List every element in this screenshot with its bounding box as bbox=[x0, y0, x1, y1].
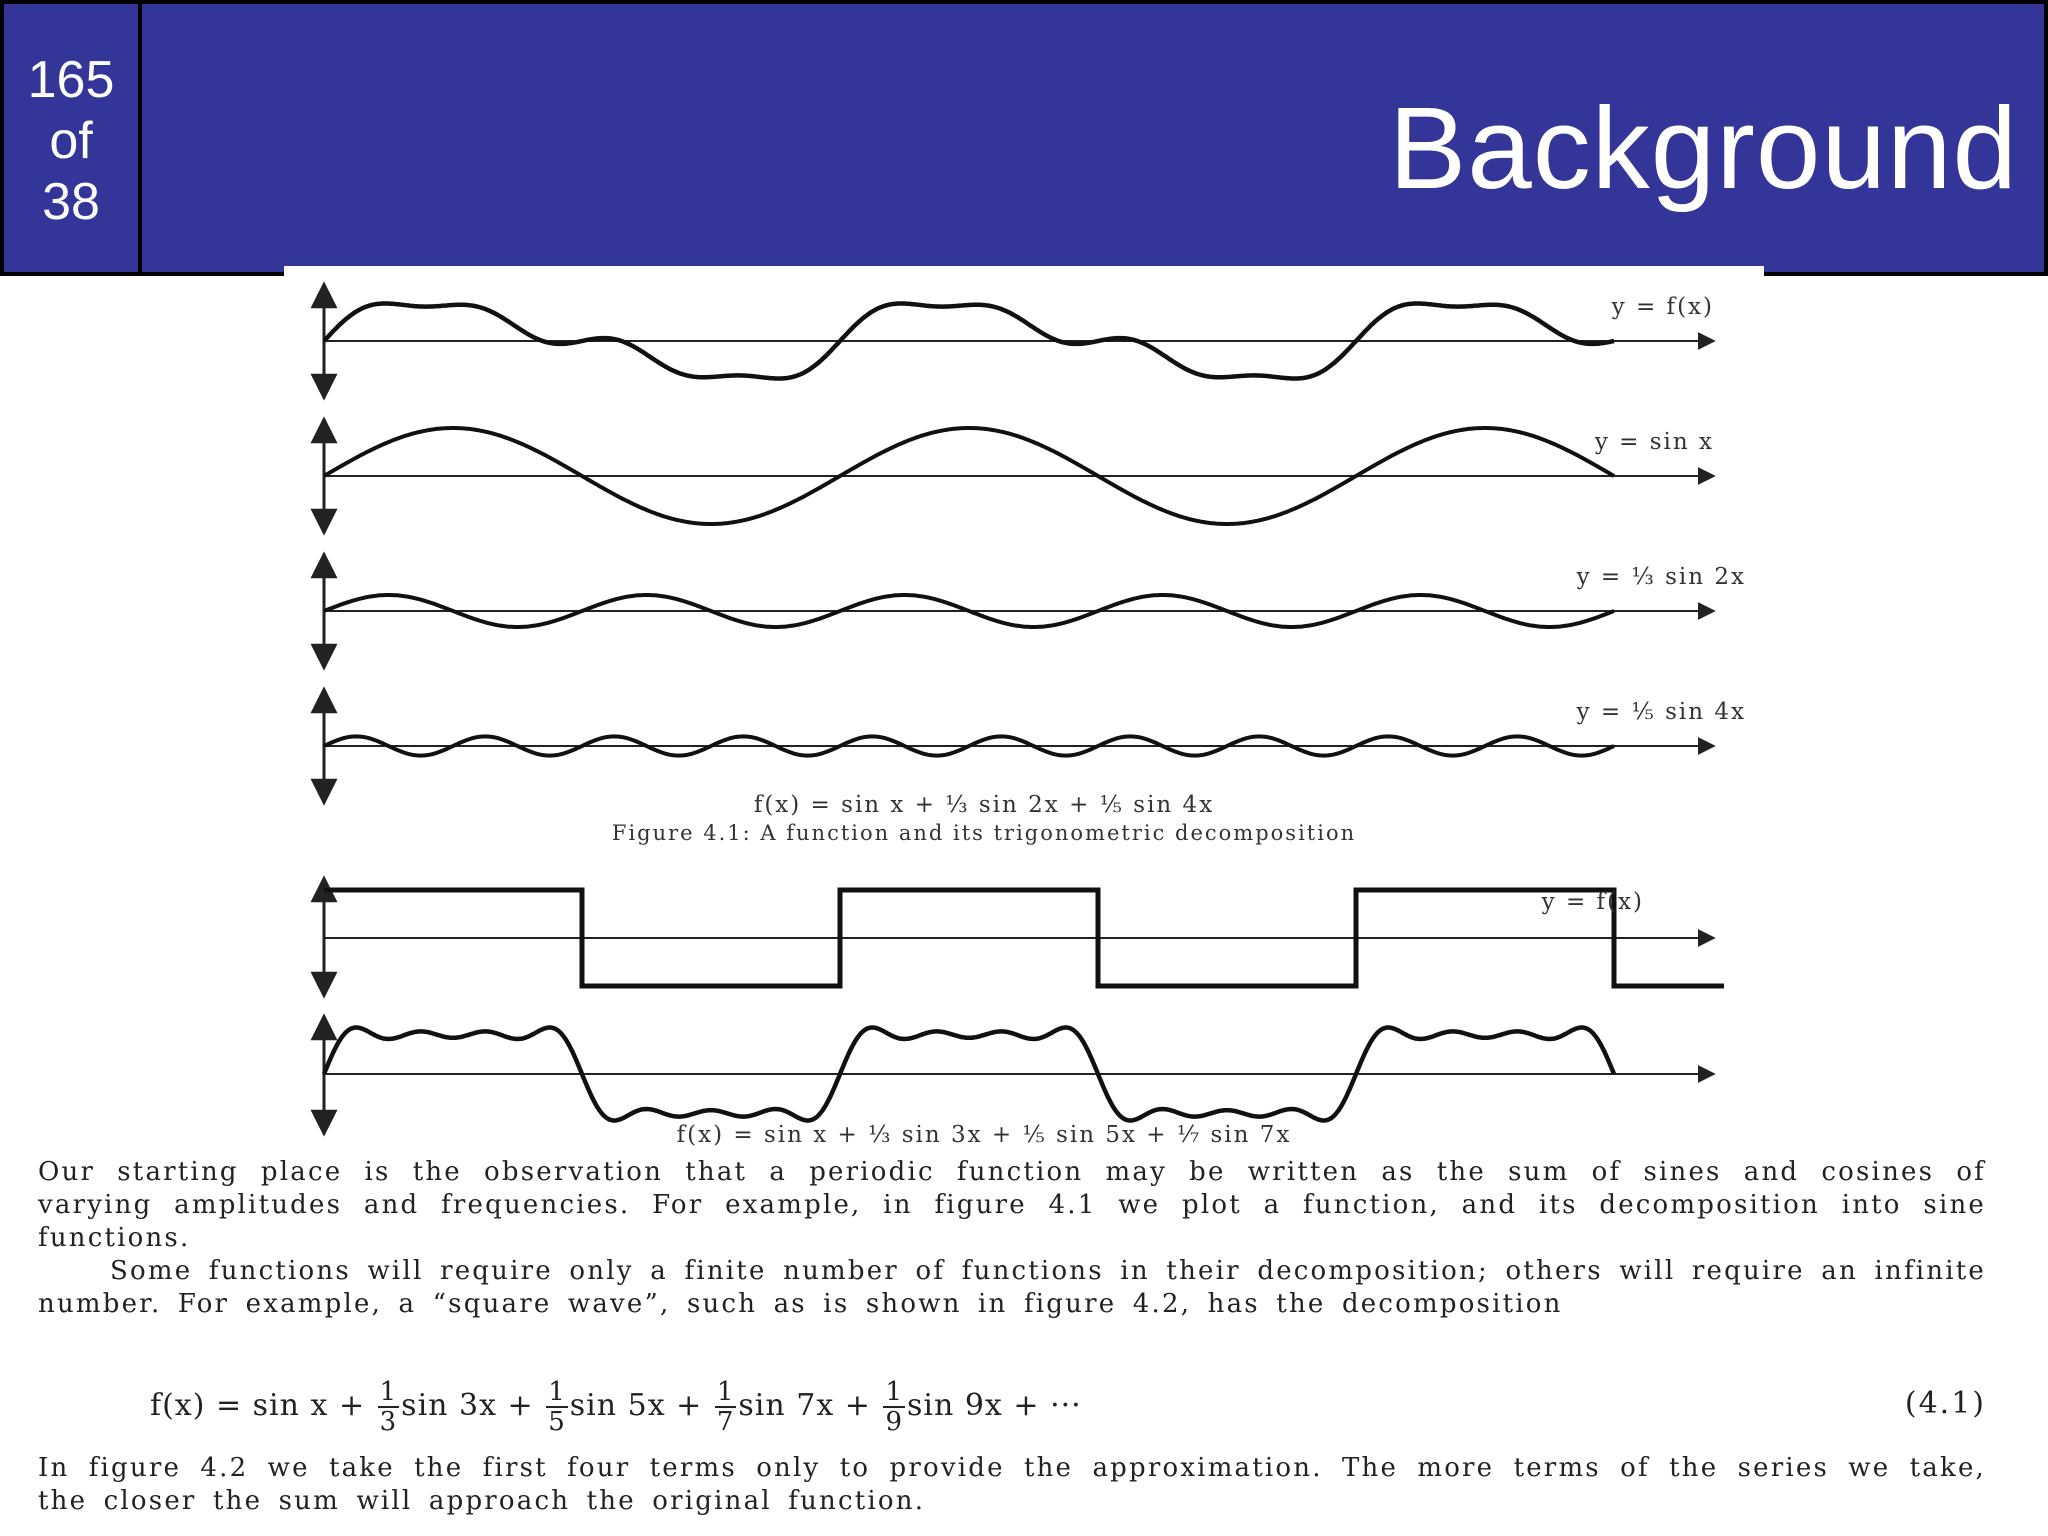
page-of: of bbox=[49, 112, 93, 170]
paragraph-3: In figure 4.2 we take the first four terms only to provide the approximation. The more terms of the series we take, the closer the sum will approach the original function. bbox=[38, 1453, 1986, 1516]
slide-title: Background bbox=[1388, 83, 2018, 213]
fig42-formula: f(x) = sin x + ⅓ sin 3x + ⅕ sin 5x + ⅐ sin 7x bbox=[676, 1122, 1292, 1148]
fig41-panel-sin4x bbox=[324, 689, 1746, 803]
fig41-panel-fx bbox=[324, 284, 1714, 398]
curve-sin-4x bbox=[324, 736, 1614, 755]
header-bar bbox=[142, 0, 2048, 276]
label-sin2x: y = ⅓ sin 2x bbox=[1576, 564, 1746, 590]
paragraph-1: Our starting place is the observation that a periodic function may be written as the sum of sines and cosines of varying amplitudes and frequencies. For example, in figure 4.1 we plot a function, and its decomposition into sine functions. bbox=[38, 1157, 1986, 1253]
fraction: $\frac{1}{3}$ bbox=[379, 1377, 398, 1437]
slide-counter bbox=[0, 0, 142, 276]
fraction: $\frac{1}{9}$ bbox=[885, 1377, 903, 1437]
page-number: 165 bbox=[27, 51, 115, 109]
equation-term: sin 3x + bbox=[401, 1388, 545, 1423]
equation-term: sin 7x + bbox=[738, 1388, 882, 1423]
equation-number: (4.1) bbox=[1904, 1386, 1986, 1421]
fig41-panel-sinx bbox=[324, 419, 1714, 533]
equation-lhs: f(x) = sin x + bbox=[150, 1388, 376, 1423]
label-fx: y = f(x) bbox=[1611, 294, 1714, 320]
fig41-panel-sin2x bbox=[324, 554, 1746, 668]
figure-panel bbox=[284, 266, 1764, 1156]
equation-term: sin 9x + ··· bbox=[907, 1388, 1082, 1423]
page-total: 38 bbox=[42, 173, 100, 231]
label-sinx: y = sin x bbox=[1594, 429, 1714, 455]
label-square-fx: y = f(x) bbox=[1541, 889, 1644, 915]
fig41-caption: Figure 4.1: A function and its trigonometric decomposition bbox=[611, 821, 1357, 845]
fig42-panel-square bbox=[324, 878, 1724, 996]
fig42-panel-approx bbox=[324, 1016, 1714, 1134]
equation-4-1 bbox=[150, 1368, 1986, 1438]
figures-svg bbox=[284, 266, 1764, 1156]
fraction: $\frac{1}{5}$ bbox=[548, 1377, 566, 1437]
label-sin4x: y = ⅕ sin 4x bbox=[1576, 699, 1746, 725]
fraction: $\frac{1}{7}$ bbox=[716, 1377, 735, 1437]
equation-expression bbox=[150, 1378, 1082, 1436]
paragraph-2: Some functions will require only a finite number of functions in their decomposition; others will require an infinite number. For example, a “square wave”, such as is shown in figure 4.2, has the decomposition bbox=[38, 1256, 1986, 1319]
fig41-formula: f(x) = sin x + ⅓ sin 2x + ⅕ sin 4x bbox=[753, 792, 1215, 818]
equation-term: sin 5x + bbox=[569, 1388, 713, 1423]
